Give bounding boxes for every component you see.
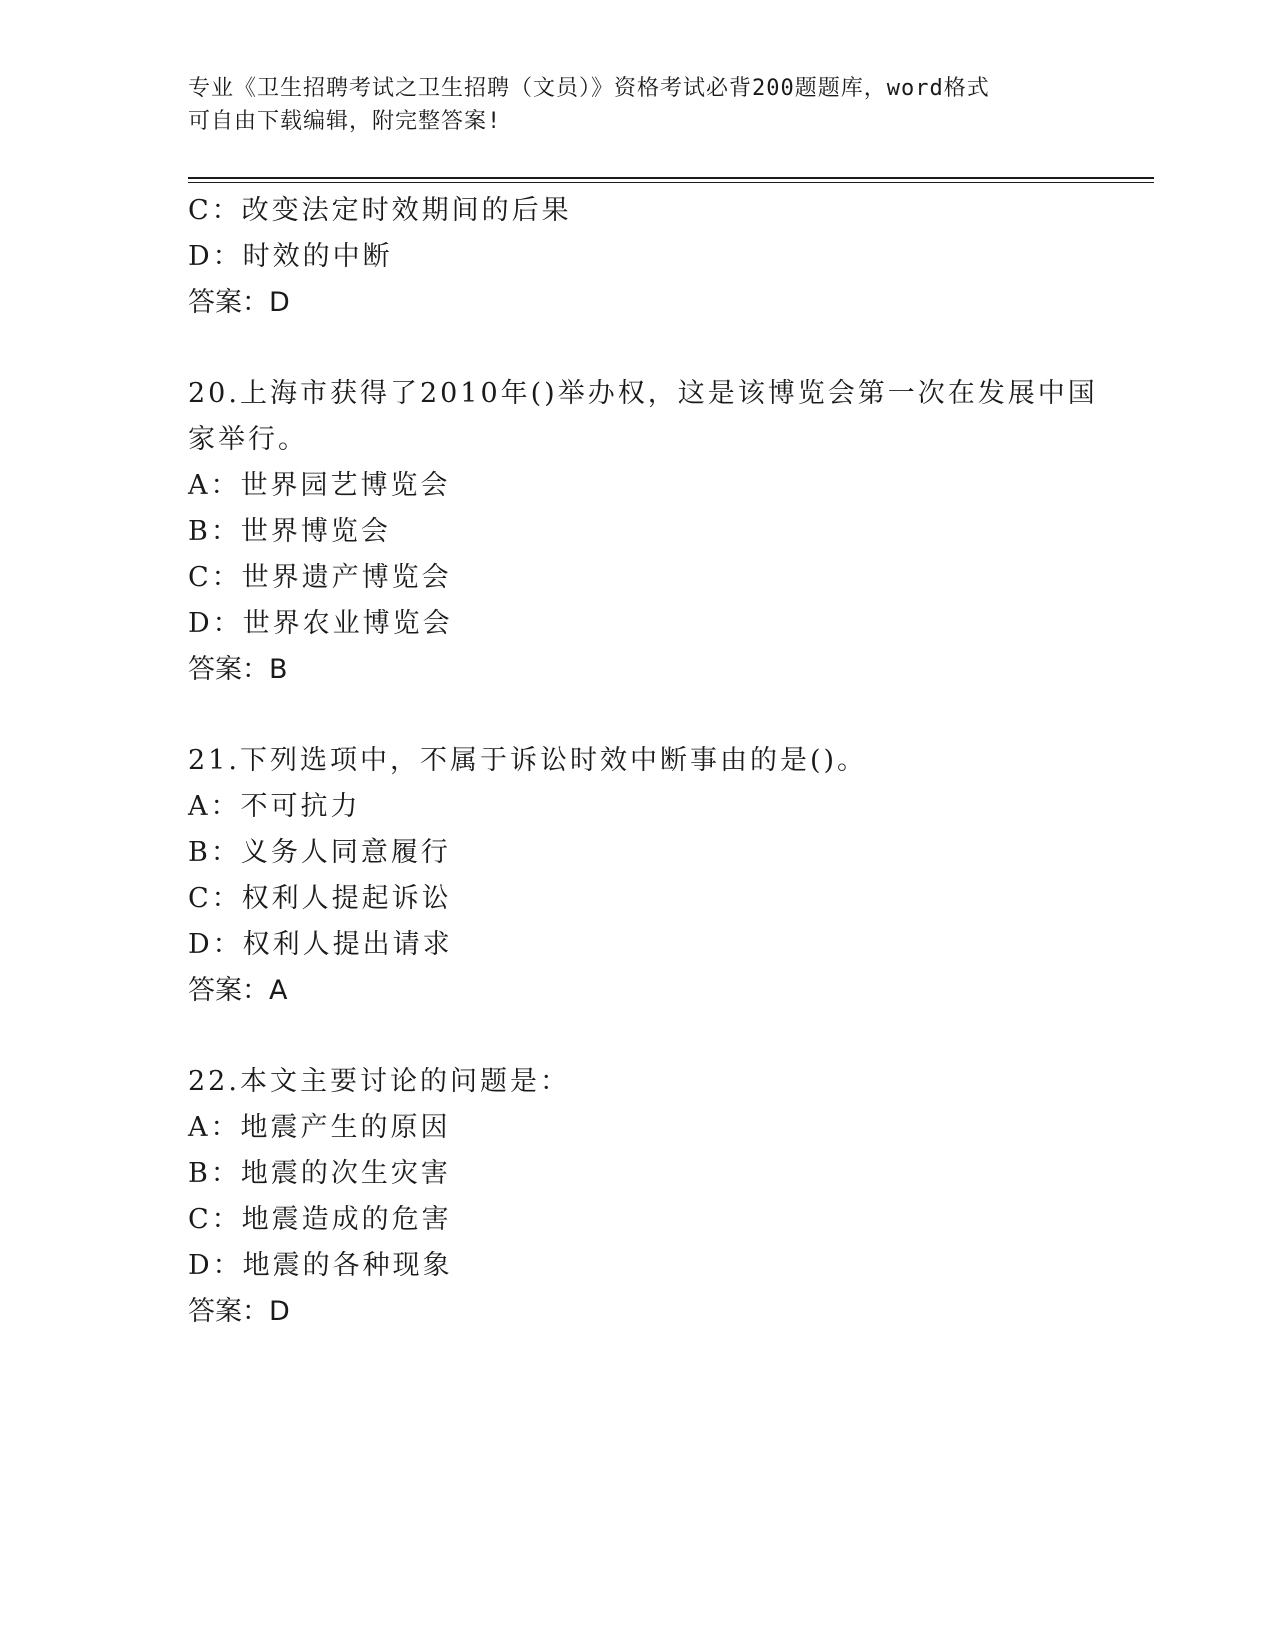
page-header: [188, 72, 1088, 138]
header-line-2: 可自由下载编辑，附完整答案!: [188, 109, 502, 134]
option-a: A：世界园艺博览会: [188, 470, 451, 501]
answer-line: 答案：D: [188, 287, 290, 318]
question-stem-continued: 家举行。: [188, 424, 308, 455]
question-22: [188, 1059, 1088, 1335]
spacer: [188, 326, 1088, 371]
header-line-1: 专业《卫生招聘考试之卫生招聘（文员）》资格考试必背200题题库，word格式: [188, 76, 990, 101]
option-c: C：改变法定时效期间的后果: [188, 195, 572, 226]
question-21: [188, 738, 1088, 1014]
continued-question: [188, 188, 1088, 326]
answer-line: 答案：D: [188, 1296, 290, 1327]
option-b: B：义务人同意履行: [188, 837, 451, 868]
answer-line: 答案：A: [188, 975, 288, 1006]
question-20: [188, 371, 1098, 693]
question-stem: 21.下列选项中，不属于诉讼时效中断事由的是()。: [188, 745, 868, 776]
option-a: A：地震产生的原因: [188, 1112, 451, 1143]
spacer: [188, 1014, 1088, 1059]
question-stem: 20.上海市获得了2010年()举办权，这是该博览会第一次在发展中国: [188, 378, 1098, 409]
option-b: B：地震的次生灾害: [188, 1158, 451, 1189]
option-c: C：权利人提起诉讼: [188, 883, 452, 914]
option-c: C：地震造成的危害: [188, 1204, 452, 1235]
option-d: D：时效的中断: [188, 241, 393, 272]
option-d: D：权利人提出请求: [188, 929, 453, 960]
option-c: C：世界遗产博览会: [188, 562, 452, 593]
question-list: [188, 188, 1098, 1335]
option-b: B：世界博览会: [188, 516, 391, 547]
header-divider-thick: [188, 177, 1154, 179]
option-d: D：世界农业博览会: [188, 608, 453, 639]
option-d: D：地震的各种现象: [188, 1250, 453, 1281]
header-divider-thin: [188, 182, 1154, 183]
answer-line: 答案：B: [188, 654, 288, 685]
spacer: [188, 693, 1088, 738]
option-a: A：不可抗力: [188, 791, 361, 822]
question-stem: 22.本文主要讨论的问题是：: [188, 1066, 570, 1097]
